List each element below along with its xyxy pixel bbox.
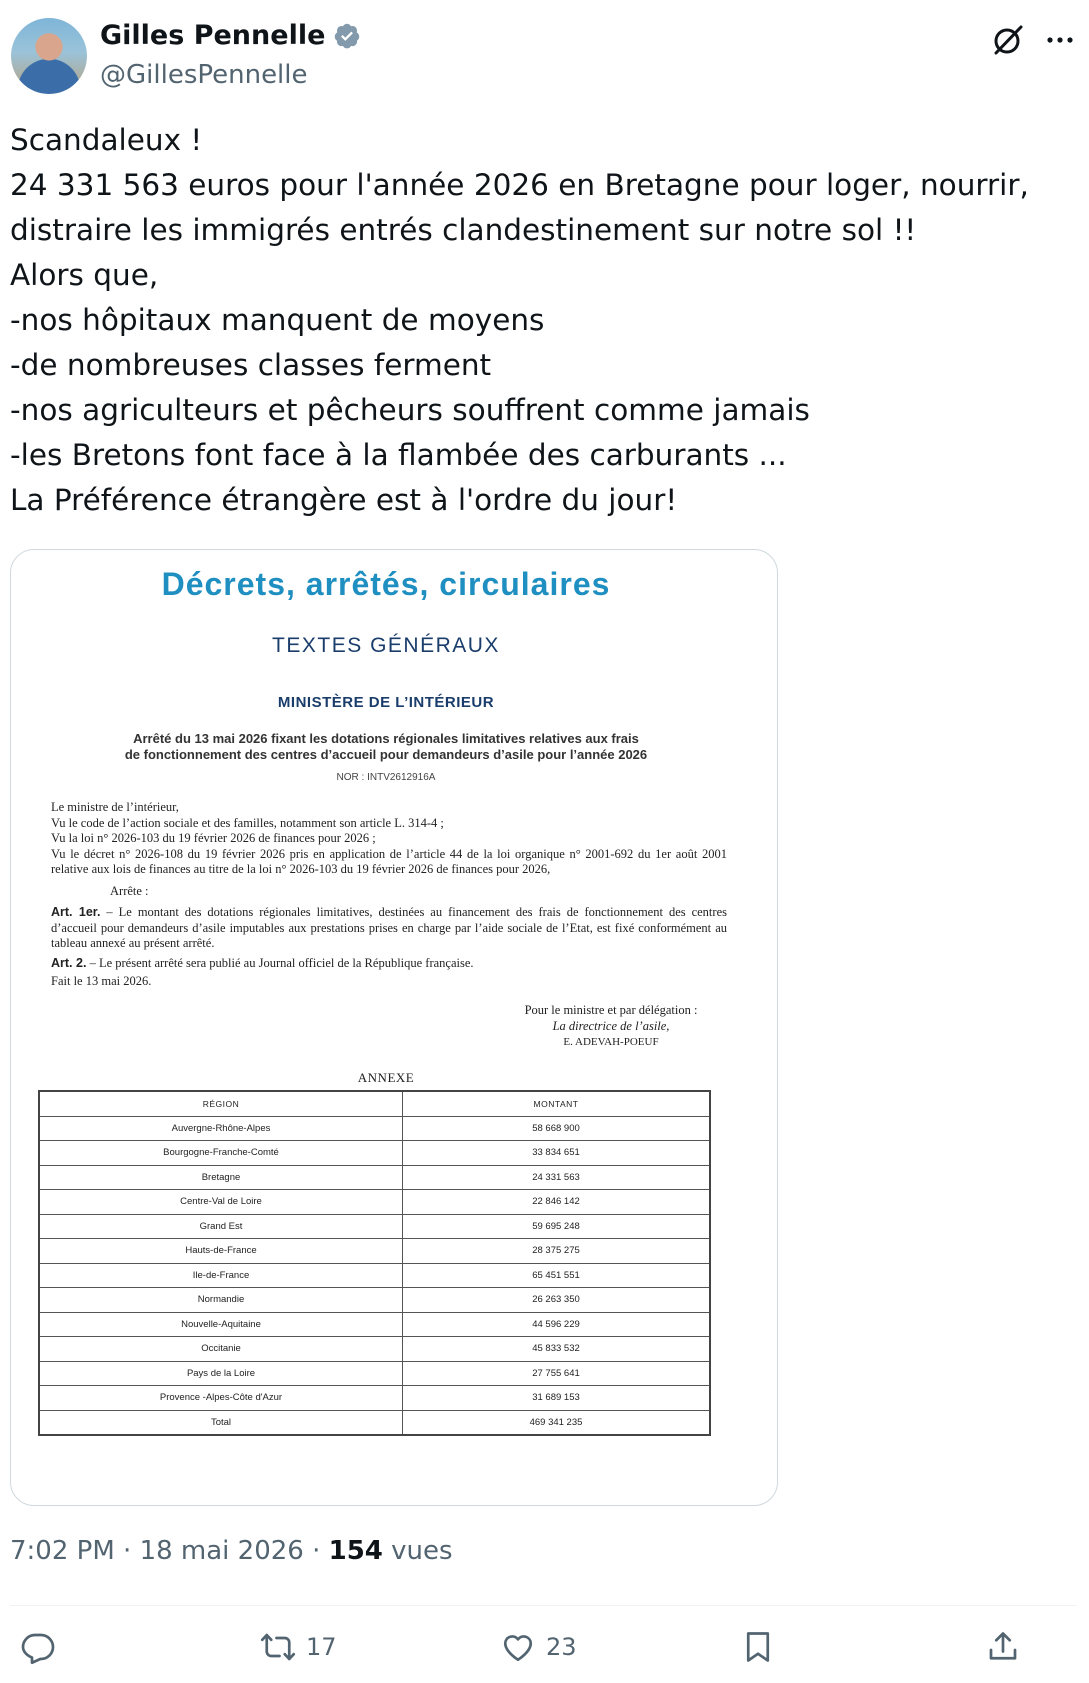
reply-button[interactable] [20, 1622, 56, 1672]
avatar[interactable] [11, 18, 87, 94]
tweet-line: -les Bretons font face à la flambée des carburants ... [10, 438, 787, 472]
doc-para: Vu le code de l’action sociale et des familles, notamment son article L. 314-4 ; [51, 815, 444, 830]
views-count: 154 [328, 1536, 383, 1566]
table-cell: Total [39, 1410, 403, 1435]
like-button[interactable] [500, 1622, 577, 1672]
retweet-button[interactable] [260, 1622, 337, 1672]
table-cell: 26 263 350 [403, 1288, 711, 1313]
doc-para: Vu la loi n° 2026-103 du 19 février 2026 de finances pour 2026 ; [51, 831, 376, 845]
table-row [39, 1214, 710, 1239]
tweet-line: -nos hôpitaux manquent de moyens [10, 303, 545, 337]
table-cell: 59 695 248 [403, 1214, 711, 1239]
table-cell: 24 331 563 [403, 1165, 711, 1190]
like-icon [500, 1629, 536, 1665]
bookmark-icon [740, 1629, 776, 1665]
table-cell: Bretagne [39, 1165, 403, 1190]
table-cell: 28 375 275 [403, 1239, 711, 1264]
tweet-line: Alors que, [10, 258, 159, 292]
share-button[interactable] [985, 1622, 1021, 1672]
table-cell: Pays de la Loire [39, 1361, 403, 1386]
table-cell: 22 846 142 [403, 1190, 711, 1215]
retweet-icon [260, 1629, 296, 1665]
table-row [39, 1386, 710, 1411]
doc-article-2 [37, 956, 727, 972]
tweet-meta [10, 1536, 453, 1566]
tweet-date[interactable]: 18 mai 2026 [139, 1536, 304, 1566]
doc-para: Le ministre de l’intérieur, [51, 800, 179, 814]
table-cell: 58 668 900 [403, 1116, 711, 1141]
author-display-name[interactable]: Gilles Pennelle [100, 20, 326, 51]
table-cell: 33 834 651 [403, 1141, 711, 1166]
table-cell: 44 596 229 [403, 1312, 711, 1337]
doc-nor: NOR : INTV2612916A [336, 772, 436, 783]
tweet-line: -nos agriculteurs et pêcheurs souffrent comme jamais [10, 393, 810, 427]
author-handle[interactable]: @GillesPennelle [100, 60, 308, 90]
verified-badge-icon[interactable] [333, 22, 361, 50]
tweet-header [0, 0, 1089, 110]
doc-signature [491, 1002, 731, 1050]
table-row [39, 1190, 710, 1215]
doc-ministry: MINISTÈRE DE L’INTÉRIEUR [277, 694, 495, 711]
like-count: 23 [546, 1633, 577, 1661]
table-row [39, 1263, 710, 1288]
doc-article-1 [37, 905, 727, 952]
retweet-count: 17 [306, 1633, 337, 1661]
tweet-line: Scandaleux ! [10, 123, 203, 157]
table-row [39, 1141, 710, 1166]
doc-title: Décrets, arrêtés, circulaires [161, 566, 611, 602]
table-cell: Ile-de-France [39, 1263, 403, 1288]
table-cell: Nouvelle-Aquitaine [39, 1312, 403, 1337]
table-header-cell: MONTANT [403, 1091, 711, 1116]
bookmark-button[interactable] [740, 1622, 776, 1672]
table-cell: Normandie [39, 1288, 403, 1313]
doc-arrete-line: Arrêté du 13 mai 2026 fixant les dotations régionales limitatives relatives aux frais [133, 731, 639, 746]
doc-para: Fait le 13 mai 2026. [51, 974, 152, 988]
table-cell: Hauts-de-France [39, 1239, 403, 1264]
table-cell: Provence -Alpes-Côte d'Azur [39, 1386, 403, 1411]
table-cell: Bourgogne-Franche-Comté [39, 1141, 403, 1166]
table-header-cell: RÉGION [39, 1091, 403, 1116]
tweet-line: distraire les immigrés entrés clandestinement sur notre sol !! [10, 213, 917, 247]
tweet-text [10, 118, 1070, 523]
table-header-row [39, 1091, 710, 1116]
tweet-line: -de nombreuses classes ferment [10, 348, 492, 382]
table-row [39, 1312, 710, 1337]
table-cell: Centre-Val de Loire [39, 1190, 403, 1215]
table-row [39, 1239, 710, 1264]
reply-icon [20, 1629, 56, 1665]
table-row [39, 1410, 710, 1435]
tweet-line: 24 331 563 euros pour l'année 2026 en Bretagne pour loger, nourrir, [10, 168, 1029, 202]
table-row [39, 1337, 710, 1362]
document-scan [11, 550, 777, 1505]
share-icon [985, 1629, 1021, 1665]
tweet-time[interactable]: 7:02 PM [10, 1536, 115, 1566]
doc-subtitle: TEXTES GÉNÉRAUX [272, 634, 500, 657]
tweet-line: La Préférence étrangère est à l'ordre du jour! [10, 483, 678, 517]
tweet-media-image[interactable] [10, 549, 778, 1506]
doc-signature-line: Pour le ministre et par délégation : [524, 1003, 698, 1017]
doc-body [37, 800, 727, 990]
doc-signature-line: La directrice de l’asile, [552, 1019, 670, 1033]
table-cell: 45 833 532 [403, 1337, 711, 1362]
table-row [39, 1361, 710, 1386]
views-label: vues [382, 1536, 453, 1566]
doc-para: Arrête : [110, 883, 149, 898]
table-cell: 27 755 641 [403, 1361, 711, 1386]
table-row [39, 1288, 710, 1313]
doc-article-label: Art. 1er. [51, 905, 101, 919]
table-cell: 31 689 153 [403, 1386, 711, 1411]
meta-separator: · [114, 1536, 140, 1566]
meta-separator: · [303, 1536, 329, 1566]
doc-annexe-title: ANNEXE [357, 1070, 415, 1085]
doc-article-label: Art. 2. [51, 955, 87, 970]
action-bar [0, 1622, 1089, 1672]
doc-para: Vu le décret n° 2026-108 du 19 février 2026 pris en application de l’article 44 de la loi organique n° 2001-692 du 1er août 2001 relative aux lois de finances au titre de la loi n° 2026-103 du 19 février 2026 de finances pour 2026, [51, 846, 727, 876]
doc-signature-line: E. ADEVAH-POEUF [563, 1036, 659, 1048]
table-cell: 65 451 551 [403, 1263, 711, 1288]
table-cell: Grand Est [39, 1214, 403, 1239]
table-row [39, 1116, 710, 1141]
annex-table [38, 1090, 711, 1436]
doc-arrete-line: de fonctionnement des centres d’accueil pour demandeurs d’asile pour l’année 2026 [124, 747, 648, 762]
doc-arrete-title [51, 731, 721, 763]
table-cell: 469 341 235 [403, 1410, 711, 1435]
table-row [39, 1165, 710, 1190]
doc-article-text: – Le présent arrêté sera publié au Journal officiel de la République française. [86, 955, 474, 970]
table-cell: Auvergne-Rhône-Alpes [39, 1116, 403, 1141]
grok-icon[interactable] [990, 22, 1026, 58]
author-name-row [100, 20, 361, 51]
more-icon[interactable] [1042, 22, 1078, 58]
table-cell: Occitanie [39, 1337, 403, 1362]
divider [10, 1605, 1077, 1606]
doc-article-text: – Le montant des dotations régionales limitatives, destinées au financement des frais de fonctionnement des centres d’accueil pour demandeurs d’asile imputables aux prestations prises en charge par l’aide sociale de l’Etat, est fixé conformément au tableau annexé au présent arrêté. [51, 905, 727, 950]
